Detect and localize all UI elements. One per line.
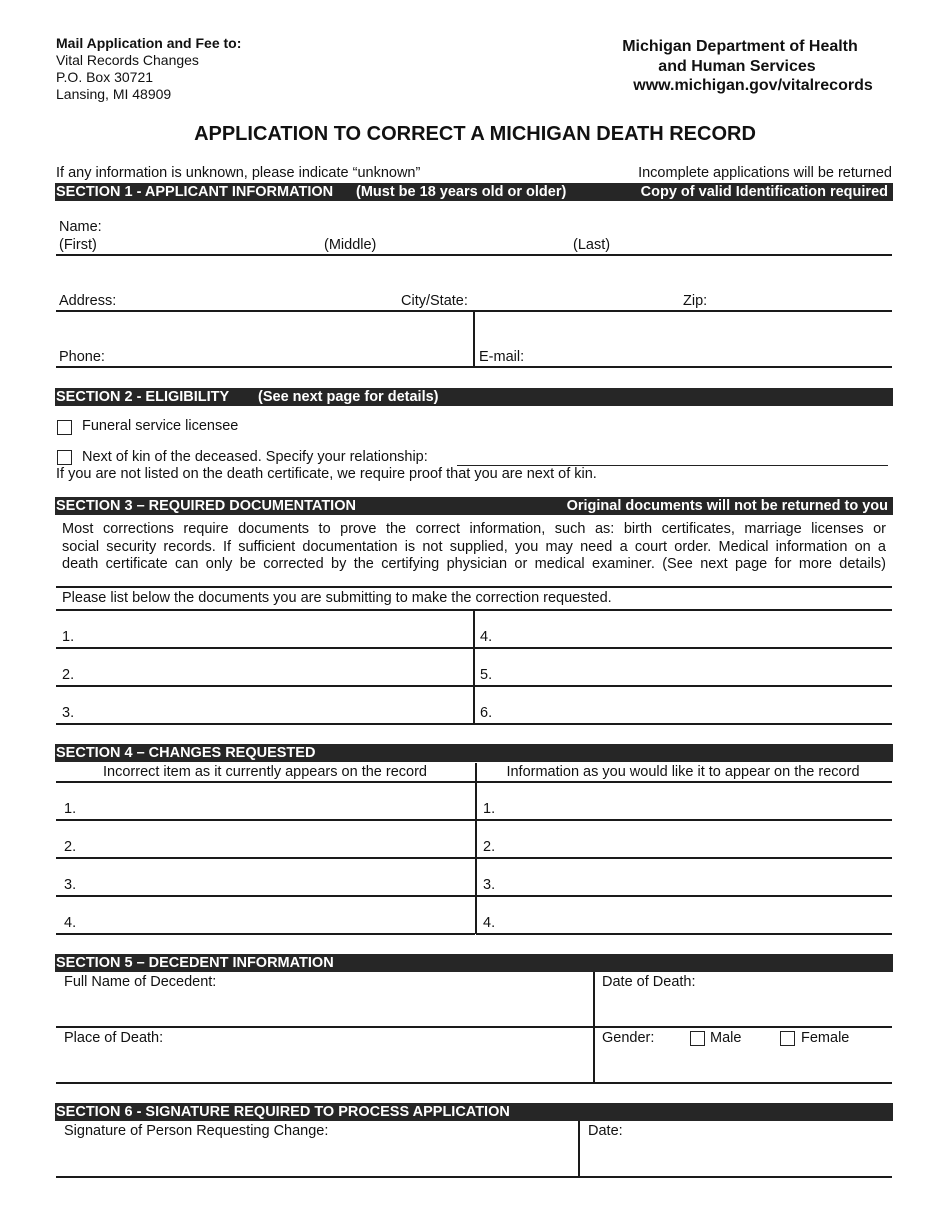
correct-field-1[interactable] xyxy=(476,819,892,821)
document-field-2[interactable] xyxy=(56,685,474,687)
incorrect-number-3: 3. xyxy=(64,877,77,893)
document-number-5: 5. xyxy=(480,667,493,683)
gender-label: Gender: xyxy=(602,1030,655,1046)
incomplete-note: Incomplete applications will be returned xyxy=(638,165,892,181)
section-2-header xyxy=(55,388,893,406)
last-name-label: (Last) xyxy=(573,237,611,253)
section-1-id-required: Copy of valid Identification required xyxy=(640,184,888,200)
documents-list-prompt: Please list below the documents you are submitting to make the correction requested. xyxy=(62,590,612,606)
correct-info-column-header: Information as you would like it to appear on the record xyxy=(506,764,860,780)
correct-number-1: 1. xyxy=(483,801,496,817)
signature-column-divider xyxy=(578,1121,580,1177)
section-6-header xyxy=(55,1103,893,1121)
incorrect-field-4[interactable] xyxy=(56,933,475,935)
document-number-3: 3. xyxy=(62,705,75,721)
incorrect-item-column-header: Incorrect item as it currently appears on the record xyxy=(103,764,427,780)
section-3-title: SECTION 3 – REQUIRED DOCUMENTATION xyxy=(56,498,356,514)
section-1-title: SECTION 1 - APPLICANT INFORMATION xyxy=(56,184,334,200)
section-1-header xyxy=(55,183,893,201)
document-number-2: 2. xyxy=(62,667,75,683)
section-3-header xyxy=(55,497,893,515)
next-of-kin-checkbox[interactable] xyxy=(57,450,72,465)
mail-heading: Mail Application and Fee to: xyxy=(56,35,242,51)
first-name-label: (First) xyxy=(59,237,97,253)
changes-table-top xyxy=(56,781,892,783)
signature-field[interactable] xyxy=(56,1176,579,1178)
changes-column-divider xyxy=(475,763,477,934)
funeral-licensee-label: Funeral service licensee xyxy=(82,418,239,434)
document-number-6: 6. xyxy=(480,705,493,721)
unknown-note: If any information is unknown, please indicate “unknown” xyxy=(56,165,421,181)
mail-line-2: P.O. Box 30721 xyxy=(56,69,154,85)
middle-name-label: (Middle) xyxy=(324,237,377,253)
section-5-title: SECTION 5 – DECEDENT INFORMATION xyxy=(56,955,334,971)
place-of-death-label: Place of Death: xyxy=(64,1030,164,1046)
documentation-paragraph xyxy=(62,521,886,574)
section-3-originals-note: Original documents will not be returned to you xyxy=(566,498,888,514)
correct-number-3: 3. xyxy=(483,877,496,893)
section-4-header xyxy=(55,744,893,762)
signature-label: Signature of Person Requesting Change: xyxy=(64,1123,329,1139)
section-6-title: SECTION 6 - SIGNATURE REQUIRED TO PROCESS APPLICATION xyxy=(56,1104,510,1120)
form-title: APPLICATION TO CORRECT A MICHIGAN DEATH RECORD xyxy=(194,123,756,145)
mail-line-1: Vital Records Changes xyxy=(56,52,199,68)
next-of-kin-note: If you are not listed on the death certificate, we require proof that you are next of kin. xyxy=(56,466,597,482)
name-field[interactable] xyxy=(56,254,892,256)
gender-male-checkbox[interactable] xyxy=(690,1031,705,1046)
name-label: Name: xyxy=(59,219,102,235)
date-of-death-field[interactable] xyxy=(594,1026,892,1028)
document-field-6[interactable] xyxy=(474,723,892,725)
agency-name-line-1: Michigan Department of Health xyxy=(622,38,858,55)
incorrect-field-2[interactable] xyxy=(56,857,475,859)
signature-date-label: Date: xyxy=(588,1123,623,1139)
gender-female-checkbox[interactable] xyxy=(780,1031,795,1046)
document-field-5[interactable] xyxy=(474,685,892,687)
decedent-name-field[interactable] xyxy=(56,1026,594,1028)
zip-label: Zip: xyxy=(683,293,708,309)
phone-email-divider xyxy=(473,311,475,367)
date-of-death-label: Date of Death: xyxy=(602,974,696,990)
gender-female-label: Female xyxy=(801,1030,850,1046)
gender-field-bottom xyxy=(594,1082,892,1084)
document-number-1: 1. xyxy=(62,629,75,645)
email-label: E-mail: xyxy=(479,349,525,365)
agency-website: www.michigan.gov/vitalrecords xyxy=(633,77,873,94)
document-field-3[interactable] xyxy=(56,723,474,725)
section-4-title: SECTION 4 – CHANGES REQUESTED xyxy=(56,745,316,761)
document-field-1[interactable] xyxy=(56,647,474,649)
documentation-line-1: Most corrections require documents to prove the correct information, such as: birth certificates, marriage licenses or xyxy=(62,521,886,537)
section-2-subtitle: (See next page for details) xyxy=(258,389,439,405)
list-prompt-top-rule xyxy=(56,586,892,588)
incorrect-number-4: 4. xyxy=(64,915,77,931)
correct-number-2: 2. xyxy=(483,839,496,855)
phone-field[interactable] xyxy=(56,366,474,368)
agency-name-line-2: and Human Services xyxy=(658,57,816,75)
mail-line-3: Lansing, MI 48909 xyxy=(56,86,172,102)
correct-field-2[interactable] xyxy=(476,857,892,859)
correct-number-4: 4. xyxy=(483,915,496,931)
address-label: Address: xyxy=(59,293,117,309)
incorrect-field-1[interactable] xyxy=(56,819,475,821)
documentation-line-3: death certificate can only be corrected by the certifying physician or medical examiner. (See next page for more details) xyxy=(62,556,886,572)
gender-male-label: Male xyxy=(710,1030,742,1046)
place-of-death-field[interactable] xyxy=(56,1082,594,1084)
next-of-kin-label: Next of kin of the deceased. Specify your relationship: xyxy=(82,449,428,465)
section-1-subtitle: (Must be 18 years old or older) xyxy=(356,184,567,200)
city-state-label: City/State: xyxy=(401,293,468,309)
document-field-4[interactable] xyxy=(474,647,892,649)
documents-column-divider xyxy=(473,610,475,724)
phone-label: Phone: xyxy=(59,349,105,365)
documentation-line-2: social security records. If sufficient documentation is not supplied, you may need a court order. Medical information on a xyxy=(62,538,886,555)
agency-block xyxy=(600,37,890,96)
incorrect-field-3[interactable] xyxy=(56,895,475,897)
funeral-licensee-checkbox[interactable] xyxy=(57,420,72,435)
incorrect-number-2: 2. xyxy=(64,839,77,855)
section-2-title: SECTION 2 - ELIGIBILITY xyxy=(56,389,230,405)
decedent-name-label: Full Name of Decedent: xyxy=(64,974,217,990)
email-field[interactable] xyxy=(474,366,892,368)
incorrect-number-1: 1. xyxy=(64,801,77,817)
correct-field-3[interactable] xyxy=(476,895,892,897)
document-number-4: 4. xyxy=(480,629,493,645)
correct-field-4[interactable] xyxy=(476,933,892,935)
signature-date-field[interactable] xyxy=(579,1176,892,1178)
section-5-header xyxy=(55,954,893,972)
